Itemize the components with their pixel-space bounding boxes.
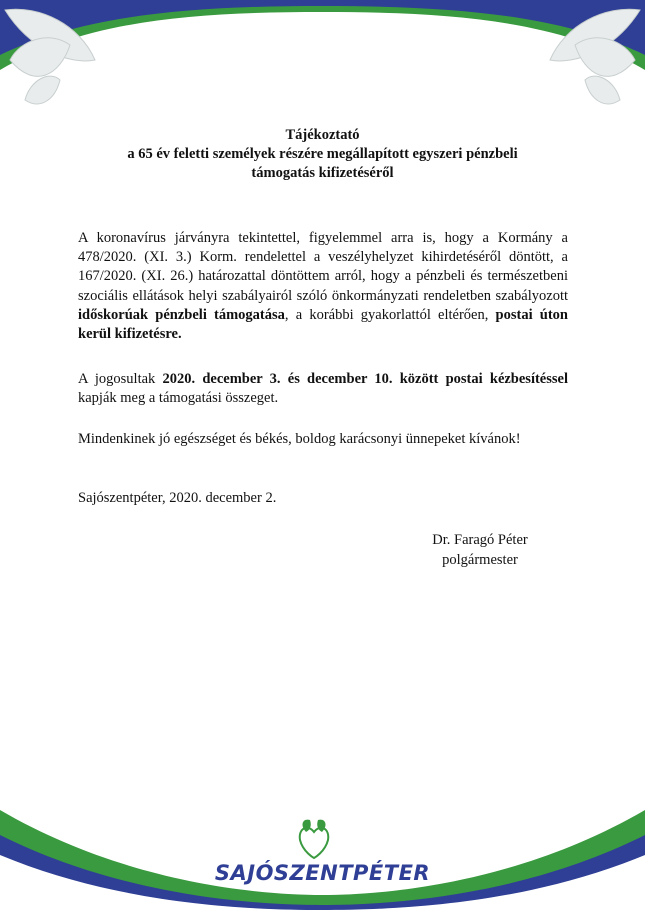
paragraph-announcement bbox=[78, 229, 568, 344]
paragraph-delivery bbox=[78, 370, 568, 408]
paragraph-greeting: Mindenkinek jó egészséget és békés, boldog karácsonyi ünnepeket kívánok! bbox=[78, 431, 521, 447]
paragraph-text: kapják meg a támogatási összeget. bbox=[78, 390, 279, 407]
paragraph-bold: időskorúak pénzbeli támogatása bbox=[78, 306, 285, 323]
logo-text: SAJÓSZENTPÉTER bbox=[214, 861, 431, 885]
title-line-3: támogatás kifizetéséről bbox=[251, 165, 394, 181]
title-line-1: Tájékoztató bbox=[285, 127, 360, 143]
paragraph-bold: 2020. december 3. és december 10. között postai kézbesítéssel bbox=[162, 371, 568, 387]
paragraph-text: , a korábbi gyakorlattól eltérően, bbox=[284, 306, 496, 323]
signature-title: polgármester bbox=[442, 552, 518, 568]
place-and-date: Sajószentpéter, 2020. december 2. bbox=[78, 490, 277, 506]
logo-mark-icon bbox=[300, 820, 329, 858]
signature-name: Dr. Faragó Péter bbox=[432, 532, 528, 548]
paragraph-bold: postai úton kerül kifizetésre. bbox=[78, 306, 568, 343]
title-line-2: a 65 év feletti személyek részére megállapított egyszeri pénzbeli bbox=[127, 146, 518, 162]
paragraph-text: A koronavírus járványra tekintettel, figyelemmel arra is, hogy a Kormány a 478/2020. (XI. 3.) Korm. rendelettel a veszélyhelyzet kihirdetéséről döntött, a 167/2020. (XI. 26.) határozattal döntöttem arról, hogy a pénzbeli és természetbeni szociális ellátások helyi szabályairól szóló önkormányzati rendeletben szabályozott bbox=[78, 230, 568, 304]
paragraph-text: A jogosultak bbox=[78, 371, 163, 387]
notice-title bbox=[60, 126, 585, 183]
